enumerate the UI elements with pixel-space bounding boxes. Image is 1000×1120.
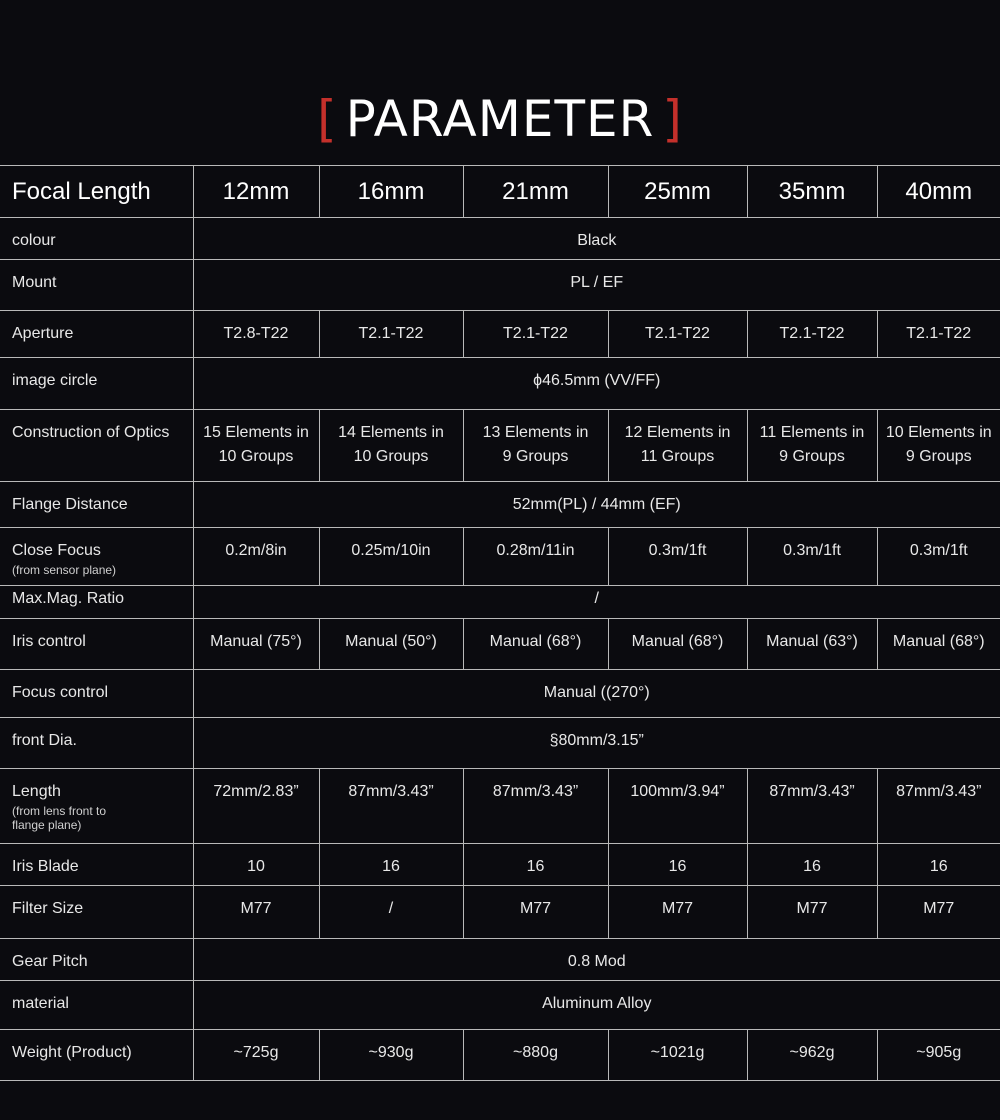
cell-value: 13 Elements in 9 Groups [463, 410, 608, 482]
row-label: front Dia. [0, 718, 193, 769]
cell-value: T2.1-T22 [319, 311, 463, 358]
cell-value: M77 [193, 886, 319, 939]
row-label: Close Focus (from sensor plane) [0, 528, 193, 586]
cell-value: 0.3m/1ft [747, 528, 877, 586]
title-right-bracket: ] [662, 89, 683, 148]
cell-value: 0.28m/11in [463, 528, 608, 586]
column-header: 25mm [608, 166, 747, 218]
page-title [0, 89, 1000, 149]
cell-value: Manual (50°) [319, 619, 463, 670]
table-row-length [0, 769, 1000, 844]
row-value: Manual ((270°) [193, 670, 1000, 718]
cell-value: 100mm/3.94” [608, 769, 747, 844]
table-row-material [0, 981, 1000, 1030]
cell-value: 87mm/3.43” [463, 769, 608, 844]
column-header: 21mm [463, 166, 608, 218]
focal-length-label: Focal Length [0, 166, 193, 218]
cell-value: 0.3m/1ft [877, 528, 1000, 586]
row-label: Aperture [0, 311, 193, 358]
row-label: Gear Pitch [0, 939, 193, 981]
cell-value: 11 Elements in 9 Groups [747, 410, 877, 482]
table-row-iris-control [0, 619, 1000, 670]
table-row-close-focus [0, 528, 1000, 586]
cell-value: ~962g [747, 1030, 877, 1081]
header-row [0, 166, 1000, 218]
cell-value: 16 [463, 844, 608, 886]
table-row-weight [0, 1030, 1000, 1081]
cell-value: T2.1-T22 [877, 311, 1000, 358]
cell-value: M77 [747, 886, 877, 939]
cell-value: ~905g [877, 1030, 1000, 1081]
row-label: Length (from lens front to ﬂange plane) [0, 769, 193, 844]
row-value: 52mm(PL) / 44mm (EF) [193, 482, 1000, 528]
cell-value: ~725g [193, 1030, 319, 1081]
cell-value: 87mm/3.43” [319, 769, 463, 844]
cell-value: Manual (68°) [608, 619, 747, 670]
cell-value: 72mm/2.83” [193, 769, 319, 844]
cell-value: Manual (63°) [747, 619, 877, 670]
cell-value: T2.1-T22 [747, 311, 877, 358]
cell-value: ~930g [319, 1030, 463, 1081]
row-label: image circle [0, 358, 193, 410]
column-header: 12mm [193, 166, 319, 218]
table-row-gear-pitch [0, 939, 1000, 981]
row-label: Weight (Product) [0, 1030, 193, 1081]
cell-value: ~880g [463, 1030, 608, 1081]
table-row-aperture [0, 311, 1000, 358]
column-header: 35mm [747, 166, 877, 218]
cell-value: / [319, 886, 463, 939]
cell-value: 10 [193, 844, 319, 886]
row-label-note: ﬂange plane) [12, 818, 82, 832]
title-left-bracket: [ [317, 89, 338, 148]
row-value: ϕ46.5mm (VV/FF) [193, 358, 1000, 410]
table-row-focus-control [0, 670, 1000, 718]
cell-value: 10 Elements in 9 Groups [877, 410, 1000, 482]
parameter-table [0, 165, 1000, 1081]
table-row-filter-size [0, 886, 1000, 939]
row-value: Aluminum Alloy [193, 981, 1000, 1030]
row-label: Focus control [0, 670, 193, 718]
cell-value: 0.3m/1ft [608, 528, 747, 586]
row-value: PL / EF [193, 260, 1000, 311]
table-row-mount [0, 260, 1000, 311]
cell-value: M77 [877, 886, 1000, 939]
cell-value: 0.25m/10in [319, 528, 463, 586]
cell-value: 16 [747, 844, 877, 886]
cell-value: 87mm/3.43” [747, 769, 877, 844]
cell-value: 87mm/3.43” [877, 769, 1000, 844]
table-row-image-circle [0, 358, 1000, 410]
cell-value: 15 Elements in 10 Groups [193, 410, 319, 482]
column-header: 40mm [877, 166, 1000, 218]
cell-value: Manual (68°) [877, 619, 1000, 670]
cell-value: 14 Elements in 10 Groups [319, 410, 463, 482]
cell-value: ~1021g [608, 1030, 747, 1081]
row-label: Filter Size [0, 886, 193, 939]
row-value: §80mm/3.15” [193, 718, 1000, 769]
cell-value: 16 [608, 844, 747, 886]
table-row-optics [0, 410, 1000, 482]
title-text: PARAMETER [345, 89, 655, 148]
table-row-front-dia [0, 718, 1000, 769]
row-label: Iris Blade [0, 844, 193, 886]
cell-value: M77 [463, 886, 608, 939]
row-label: material [0, 981, 193, 1030]
cell-value: 16 [319, 844, 463, 886]
table-row-max-mag [0, 586, 1000, 619]
row-value: Black [193, 218, 1000, 260]
cell-value: M77 [608, 886, 747, 939]
row-value: / [193, 586, 1000, 619]
cell-value: 16 [877, 844, 1000, 886]
cell-value: Manual (68°) [463, 619, 608, 670]
cell-value: 0.2m/8in [193, 528, 319, 586]
table-row-colour [0, 218, 1000, 260]
cell-value: T2.1-T22 [463, 311, 608, 358]
row-value: 0.8 Mod [193, 939, 1000, 981]
row-label: Mount [0, 260, 193, 311]
row-label-note: (from sensor plane) [12, 563, 117, 577]
table-row-iris-blade [0, 844, 1000, 886]
row-label: Max.Mag. Ratio [0, 586, 193, 619]
cell-value: T2.1-T22 [608, 311, 747, 358]
row-label: Construction of Optics [0, 410, 193, 482]
row-label: Flange Distance [0, 482, 193, 528]
cell-value: T2.8-T22 [193, 311, 319, 358]
cell-value: Manual (75°) [193, 619, 319, 670]
row-label: colour [0, 218, 193, 260]
table-row-flange-distance [0, 482, 1000, 528]
row-label: Iris control [0, 619, 193, 670]
cell-value: 12 Elements in 11 Groups [608, 410, 747, 482]
row-label-note: (from lens front to [12, 804, 107, 818]
column-header: 16mm [319, 166, 463, 218]
